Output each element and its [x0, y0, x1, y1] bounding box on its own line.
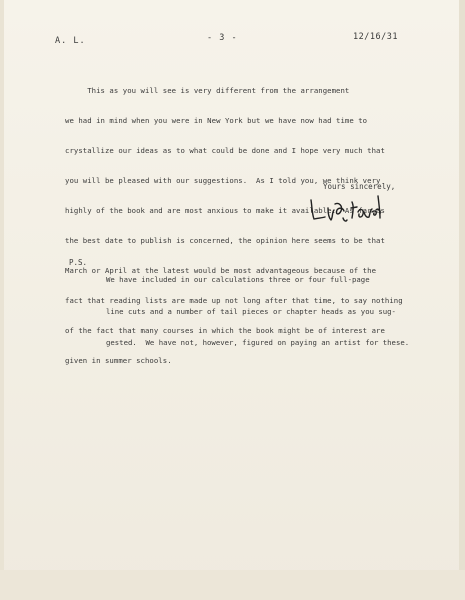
postscript-label: P.S.: [69, 258, 88, 267]
closing-salutation: Yours sincerely,: [323, 182, 396, 191]
postscript-line: We have included in our calculations three or four full-page: [106, 275, 370, 284]
letter-date: 12/16/31: [353, 32, 398, 42]
body-line: fact that reading lists are made up not long after that time, to say nothing: [65, 296, 403, 305]
body-line: crystallize our ideas as to what could be done and I hope very much that: [65, 146, 385, 155]
recipient-initials: A. L.: [55, 36, 86, 46]
paper-edge-bottom: [0, 570, 465, 600]
body-line: March or April at the latest would be most advantageous because of the: [65, 266, 377, 275]
body-line: you will be pleased with our suggestions. As I told you, we think very: [65, 176, 381, 185]
body-line: highly of the book and are most anxious to make it available. As far as: [65, 206, 385, 215]
handwritten-signature-icon: [306, 188, 386, 228]
page-number: - 3 -: [207, 33, 238, 43]
paper-edge-right: [459, 0, 465, 600]
body-line: the best date to publish is concerned, the opinion here seems to be that: [65, 236, 385, 245]
postscript-line: line cuts and a number of tail pieces or chapter heads as you sug-: [106, 306, 396, 316]
body-line: given in summer schools.: [65, 356, 172, 365]
postscript-text: [106, 254, 426, 370]
body-line: This as you will see is very different from the arrangement: [65, 86, 350, 95]
postscript-line: gested. We have not, however, figured on paying an artist for these.: [106, 338, 410, 347]
body-line: we had in mind when you were in New York but we have now had time to: [65, 116, 368, 125]
body-line: of the fact that many courses in which the book might be of interest are: [65, 326, 385, 335]
paper-edge-left: [0, 0, 4, 600]
